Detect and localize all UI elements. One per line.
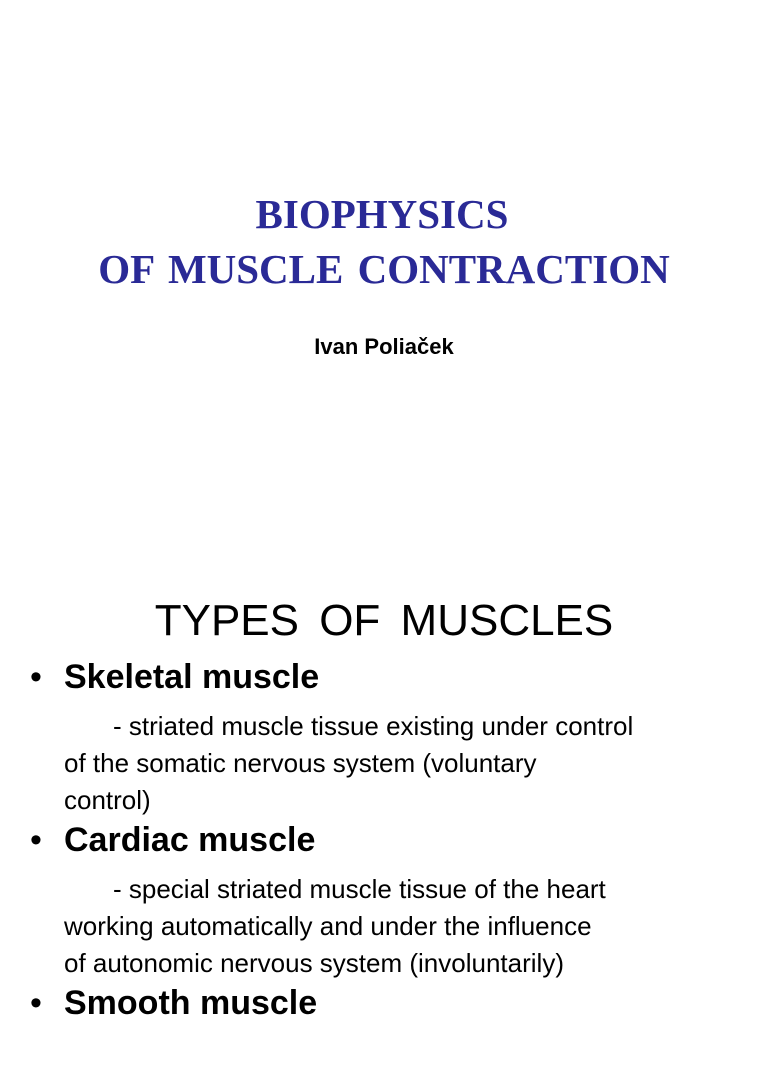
description-line: working automatically and under the influence bbox=[64, 911, 592, 941]
bullet-description-skeletal bbox=[64, 708, 754, 819]
description-line: - striated muscle tissue existing under control bbox=[113, 711, 634, 741]
bullet-icon: • bbox=[30, 658, 42, 696]
slide-heading: TYPES OF MUSCLES bbox=[154, 596, 614, 645]
slide-types-of-muscles bbox=[0, 572, 768, 1084]
bullet-item-cardiac bbox=[30, 821, 315, 860]
bullet-description-cardiac bbox=[64, 871, 754, 982]
bullet-icon: • bbox=[30, 821, 42, 859]
bullet-icon: • bbox=[30, 984, 42, 1022]
bullet-item-skeletal bbox=[30, 658, 319, 697]
bullet-label: Smooth muscle bbox=[64, 984, 318, 1022]
slide-author: Ivan Poliaček bbox=[314, 334, 454, 359]
description-line: - special striated muscle tissue of the heart bbox=[113, 874, 606, 904]
bullet-item-smooth bbox=[30, 984, 317, 1023]
description-line: of autonomic nervous system (involuntarily) bbox=[64, 948, 564, 978]
slide-title-line-2: OF MUSCLE CONTRACTION bbox=[98, 246, 670, 292]
slide-title-line-1: BIOPHYSICS bbox=[255, 191, 509, 237]
description-line: control) bbox=[64, 785, 151, 815]
bullet-label: Cardiac muscle bbox=[64, 821, 316, 859]
description-line: of the somatic nervous system (voluntary bbox=[64, 748, 537, 778]
bullet-label: Skeletal muscle bbox=[64, 658, 320, 696]
slide-title bbox=[0, 0, 768, 512]
